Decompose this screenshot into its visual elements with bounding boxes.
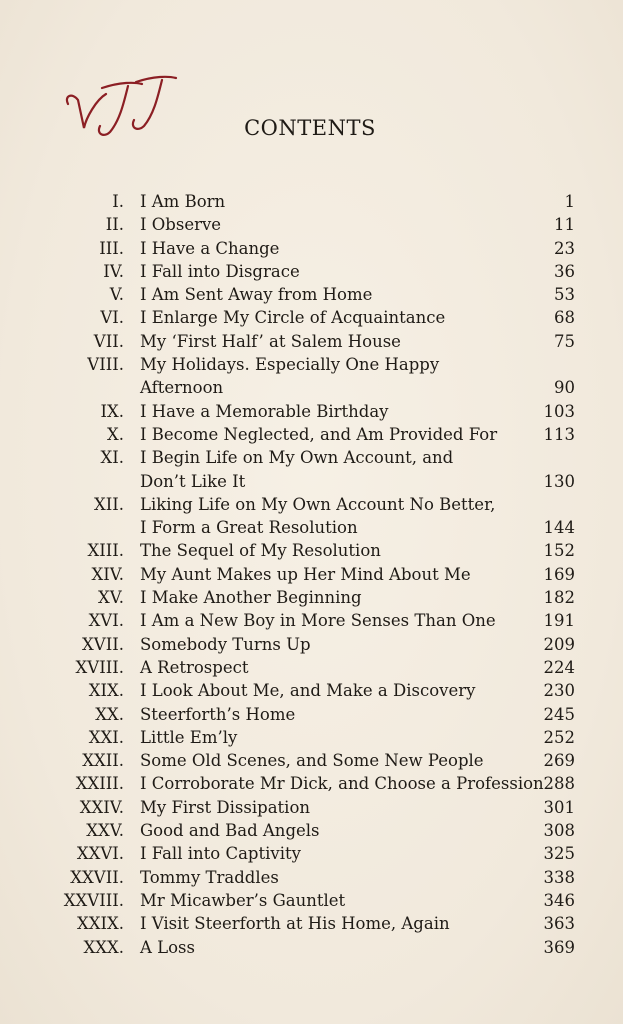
chapter-number: XV. — [97, 588, 124, 608]
toc-entry — [0, 633, 623, 656]
chapter-title: I Make Another Beginning — [140, 588, 362, 608]
chapter-page-number: 308 — [543, 821, 575, 841]
toc-entry — [0, 889, 623, 912]
chapter-page-number: 144 — [543, 518, 575, 538]
chapter-page-number: 288 — [543, 774, 575, 794]
toc-entry — [0, 330, 623, 353]
chapter-title: I Visit Steerforth at His Home, Again — [140, 914, 450, 934]
chapter-page-number: 209 — [543, 634, 575, 654]
chapter-page-number: 346 — [543, 890, 575, 910]
chapter-number: XXV. — [86, 821, 124, 841]
chapter-title: My Aunt Makes up Her Mind About Me — [140, 564, 471, 584]
toc-entry-continuation — [0, 376, 623, 399]
chapter-number: XIV. — [91, 564, 124, 584]
toc-entry — [0, 679, 623, 702]
chapter-page-number: 325 — [543, 844, 575, 864]
chapter-title-continued: I Form a Great Resolution — [140, 518, 358, 538]
chapter-title: Mr Micawber’s Gauntlet — [140, 890, 346, 910]
toc-entry — [0, 609, 623, 632]
chapter-title: A Loss — [140, 937, 195, 957]
chapter-page-number: 90 — [554, 378, 575, 398]
chapter-number: VIII. — [87, 355, 124, 375]
chapter-number: XVII. — [82, 634, 124, 654]
chapter-title: I Have a Change — [140, 238, 280, 258]
chapter-page-number: 113 — [543, 424, 575, 444]
chapter-title: My First Dissipation — [140, 797, 311, 817]
chapter-title: I Fall into Disgrace — [140, 261, 300, 281]
chapter-title: I Have a Memorable Birthday — [140, 401, 389, 421]
chapter-title: I Observe — [140, 215, 222, 235]
toc-entry — [0, 539, 623, 562]
chapter-title: I Corroborate Mr Dick, and Choose a Profession — [140, 774, 544, 794]
chapter-number: XXII. — [82, 751, 124, 771]
chapter-page-number: 269 — [543, 751, 575, 771]
toc-entry — [0, 772, 623, 795]
chapter-number: V. — [109, 285, 124, 305]
vjj-monogram-logo — [62, 70, 182, 150]
toc-entry — [0, 842, 623, 865]
chapter-title: My ‘First Half’ at Salem House — [140, 331, 401, 351]
chapter-title: Good and Bad Angels — [140, 821, 320, 841]
chapter-title: I Become Neglected, and Am Provided For — [140, 424, 498, 444]
chapter-page-number: 1 — [564, 192, 575, 211]
chapter-number: XIX. — [88, 681, 124, 701]
chapter-number: XVIII. — [75, 657, 124, 677]
chapter-page-number: 75 — [554, 331, 575, 351]
toc-entry — [0, 796, 623, 819]
chapter-page-number: 252 — [543, 727, 575, 747]
toc-entry — [0, 260, 623, 283]
chapter-number: XXIV. — [79, 797, 124, 817]
toc-entry — [0, 353, 623, 376]
toc-entry-continuation — [0, 470, 623, 493]
toc-entry — [0, 656, 623, 679]
chapter-page-number: 301 — [543, 797, 575, 817]
chapter-page-number: 36 — [554, 261, 575, 281]
toc-entry — [0, 213, 623, 236]
toc-entry — [0, 493, 623, 516]
chapter-number: XVI. — [88, 611, 124, 631]
chapter-title: I Enlarge My Circle of Acquaintance — [140, 308, 446, 328]
chapter-number: VII. — [93, 331, 124, 351]
chapter-number: XXIII. — [75, 774, 124, 794]
chapter-page-number: 11 — [554, 215, 575, 235]
chapter-title: I Begin Life on My Own Account, and — [140, 448, 454, 468]
chapter-number: X. — [107, 424, 124, 444]
chapter-number: I. — [112, 192, 124, 211]
table-of-contents — [0, 190, 623, 959]
chapter-page-number: 369 — [543, 937, 575, 957]
chapter-page-number: 363 — [543, 914, 575, 934]
chapter-title: A Retrospect — [140, 657, 249, 677]
toc-entry — [0, 306, 623, 329]
chapter-title: Somebody Turns Up — [140, 634, 311, 654]
chapter-title-continued: Afternoon — [140, 378, 224, 398]
chapter-number: XI. — [100, 448, 124, 468]
chapter-page-number: 103 — [543, 401, 575, 421]
toc-entry — [0, 912, 623, 935]
toc-entry — [0, 936, 623, 959]
chapter-number: XIII. — [87, 541, 124, 561]
toc-entry — [0, 586, 623, 609]
chapter-page-number: 152 — [543, 541, 575, 561]
toc-entry — [0, 237, 623, 260]
chapter-number: XXVIII. — [63, 890, 124, 910]
chapter-number: XXVI. — [76, 844, 124, 864]
chapter-number: II. — [105, 215, 124, 235]
toc-entry — [0, 819, 623, 842]
toc-entry — [0, 866, 623, 889]
toc-entry — [0, 423, 623, 446]
chapter-title: I Fall into Captivity — [140, 844, 301, 864]
chapter-title: My Holidays. Especially One Happy — [140, 355, 440, 375]
chapter-number: XXI. — [88, 727, 124, 747]
chapter-page-number: 130 — [543, 471, 575, 491]
chapter-number: VI. — [100, 308, 124, 328]
chapter-page-number: 169 — [543, 564, 575, 584]
chapter-title: Some Old Scenes, and Some New People — [140, 751, 484, 771]
toc-entry — [0, 749, 623, 772]
chapter-page-number: 230 — [543, 681, 575, 701]
toc-entry — [0, 400, 623, 423]
contents-title: CONTENTS — [244, 116, 376, 140]
chapter-number: IX. — [100, 401, 124, 421]
chapter-number: IV. — [103, 261, 124, 281]
chapter-title-continued: Don’t Like It — [140, 471, 246, 491]
toc-entry — [0, 563, 623, 586]
chapter-number: XII. — [93, 494, 124, 514]
chapter-page-number: 245 — [543, 704, 575, 724]
chapter-number: XXIX. — [76, 914, 124, 934]
chapter-title: Tommy Traddles — [140, 867, 279, 887]
chapter-page-number: 23 — [554, 238, 575, 258]
chapter-title: I Am Born — [140, 192, 226, 211]
chapter-page-number: 182 — [543, 588, 575, 608]
chapter-number: III. — [99, 238, 124, 258]
toc-entry — [0, 703, 623, 726]
chapter-page-number: 53 — [554, 285, 575, 305]
chapter-title: I Look About Me, and Make a Discovery — [140, 681, 476, 701]
chapter-number: XXX. — [83, 937, 124, 957]
chapter-title: Steerforth’s Home — [140, 704, 296, 724]
toc-entry — [0, 726, 623, 749]
chapter-title: Liking Life on My Own Account No Better, — [140, 494, 496, 514]
toc-entry — [0, 190, 623, 213]
chapter-number: XX. — [95, 704, 124, 724]
toc-entry — [0, 283, 623, 306]
chapter-title: I Am a New Boy in More Senses Than One — [140, 611, 496, 631]
chapter-page-number: 68 — [554, 308, 575, 328]
chapter-page-number: 338 — [543, 867, 575, 887]
chapter-title: The Sequel of My Resolution — [140, 541, 381, 561]
chapter-title: I Am Sent Away from Home — [140, 285, 373, 305]
toc-entry — [0, 446, 623, 469]
chapter-title: Little Em’ly — [140, 727, 238, 747]
chapter-page-number: 224 — [543, 657, 575, 677]
toc-entry-continuation — [0, 516, 623, 539]
chapter-number: XXVII. — [70, 867, 124, 887]
chapter-page-number: 191 — [543, 611, 575, 631]
